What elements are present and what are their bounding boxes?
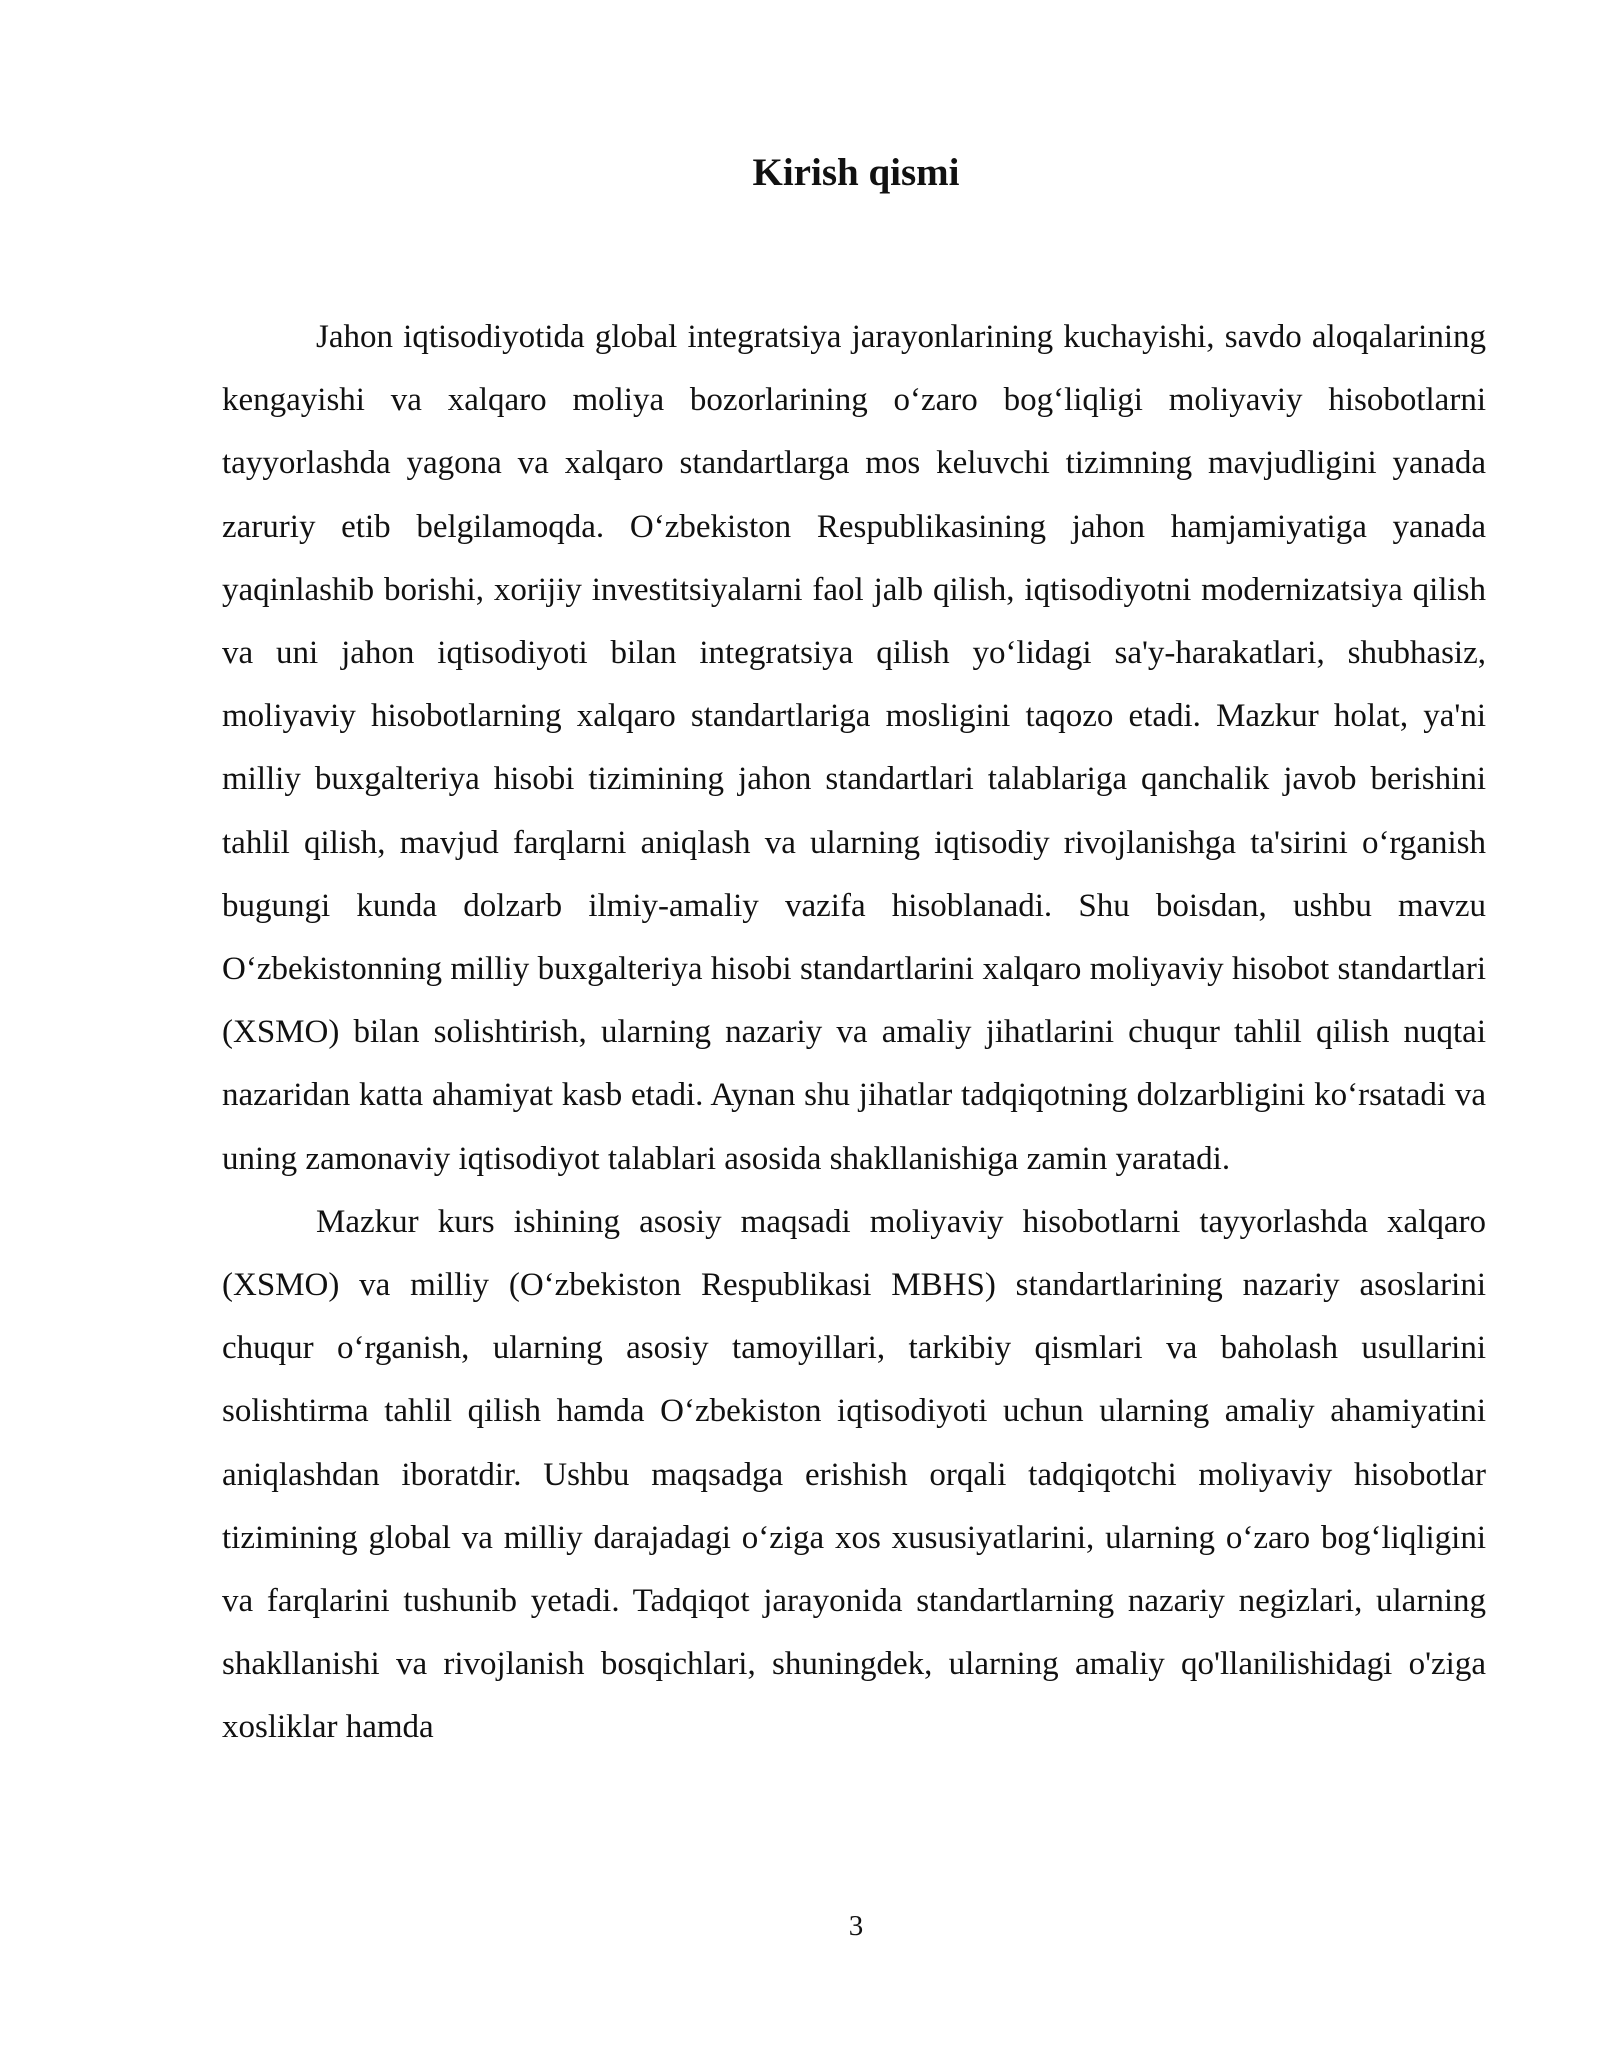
page-number: 3 [848,1910,864,1942]
page-title: Kirish qismi [752,151,960,194]
paragraph-1: Jahon iqtisodiyotida global integratsiya jarayonlarining kuchayishi, savdo aloqalarining kengayishi va xalqaro moliya bozorlarining o‘zaro bog‘liqligi moliyaviy hisobotlarni tayyorlashda yagona va xalqaro standartlarga mos keluvchi tizimning mavjudligini yanada zaruriy etib belgilamoqda. O‘zbekiston Respublikasining jahon hamjamiyatiga yanada yaqinlashib borishi, xorijiy investitsiyalarni faol jalb qilish, iqtisodiyotni modernizatsiya qilish va uni jahon iqtisodiyoti bilan integratsiya qilish yo‘lidagi sa'y-harakatlari, shubhasiz, moliyaviy hisobotlarning xalqaro standartlariga mosligini taqozo etadi. Mazkur holat, ya'ni milliy buxgalteriya hisobi tizimining jahon standartlari talablariga qanchalik javob berishini tahlil qilish, mavjud farqlarni aniqlash va ularning iqtisodiy rivojlanishga ta'sirini o‘rganish bugungi kunda dolzarb ilmiy-amaliy vazifa hisoblanadi. Shu boisdan, ushbu mavzu O‘zbekistonning milliy buxgalteriya hisobi standartlarini xalqaro moliyaviy hisobot standartlari (XSMO) bilan solishtirish, ularning nazariy va amaliy jihatlarini chuqur tahlil qilish nuqtai nazaridan katta ahamiyat kasb etadi. Aynan shu jihatlar tadqiqotning dolzarbligini ko‘rsatadi va uning zamonaviy iqtisodiyot talablari asosida shakllanishiga zamin yaratadi. [222,319,1486,1177]
paragraph-2: Mazkur kurs ishining asosiy maqsadi moliyaviy hisobotlarni tayyorlashda xalqaro (XSMO) va milliy (O‘zbekiston Respublikasi MBHS) standartlarining nazariy asoslarini chuqur o‘rganish, ularning asosiy tamoyillari, tarkibiy qismlari va baholash usullarini solishtirma tahlil qilish hamda O‘zbekiston iqtisodiyoti uchun ularning amaliy ahamiyatini aniqlashdan iboratdir. Ushbu maqsadga erishish orqali tadqiqotchi moliyaviy hisobotlar tizimining global va milliy darajadagi o‘ziga xos xususiyatlarini, ularning o‘zaro bog‘liqligini va farqlarini tushunib yetadi. Tadqiqot jarayonida standartlarning nazariy negizlari, ularning shakllanishi va rivojlanish bosqichlari, shuningdek, ularning amaliy qo'llanilishidagi o'ziga xosliklar hamda [222,1203,1486,1746]
body-text [222,306,1486,1760]
